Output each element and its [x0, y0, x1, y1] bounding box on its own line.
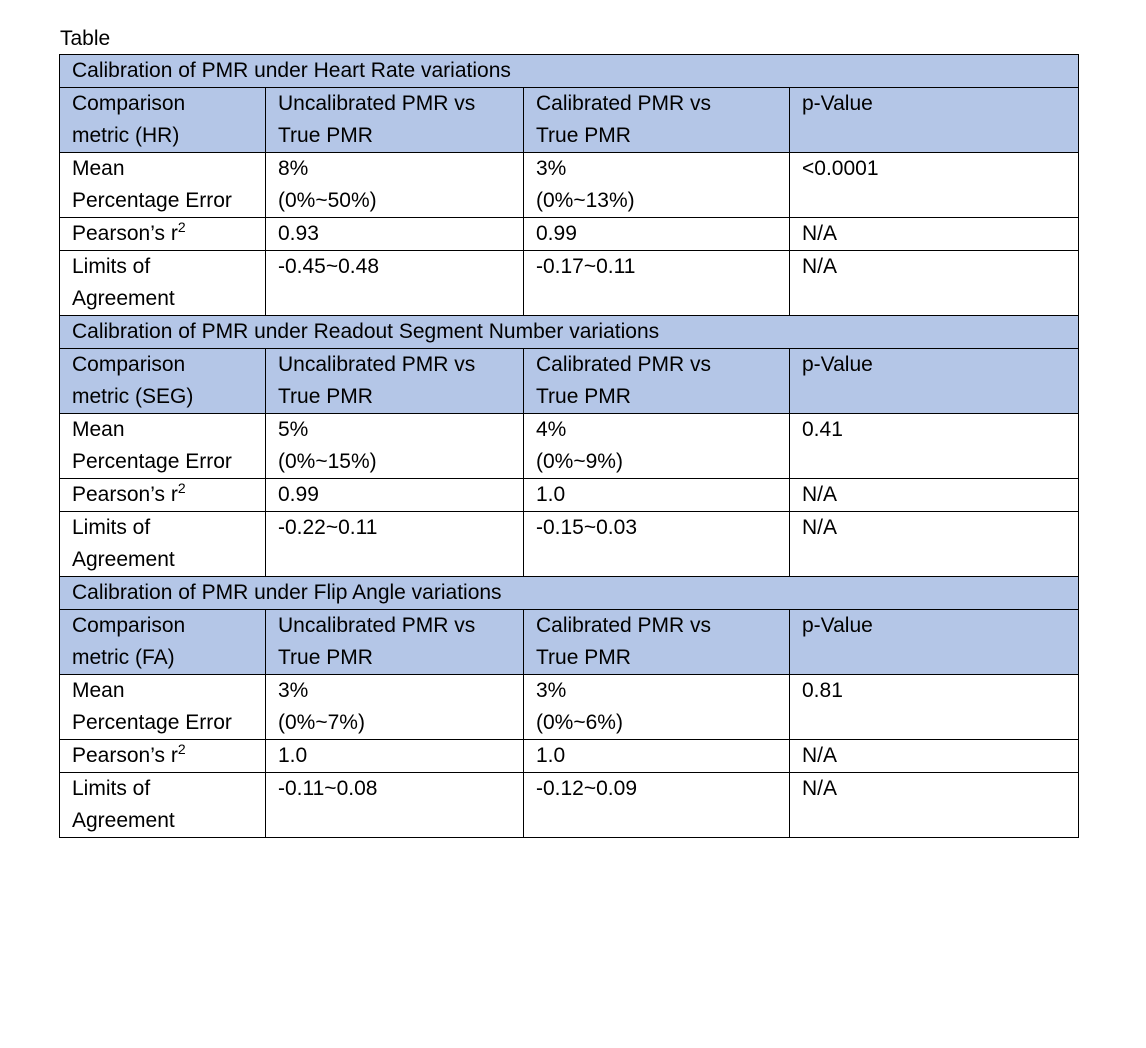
uncalibrated-value-text: 3% — [278, 679, 309, 702]
header-row — [60, 349, 1079, 414]
header-uncalibrated — [266, 610, 524, 675]
header-comparison-metric-text: metric (HR) — [72, 124, 180, 147]
uncalibrated-value-text: (0%~15%) — [278, 450, 377, 473]
header-p-value — [790, 88, 1079, 153]
calibrated-value — [524, 512, 790, 577]
header-p-value — [790, 349, 1079, 414]
uncalibrated-value — [266, 740, 524, 773]
table-row — [60, 740, 1079, 773]
p-value-text: N/A — [802, 255, 838, 278]
p-value-text: 0.81 — [802, 679, 843, 702]
calibrated-value — [524, 153, 790, 218]
calibrated-value-text: (0%~9%) — [536, 450, 623, 473]
calibrated-value — [524, 773, 790, 838]
calibrated-value-text: (0%~6%) — [536, 711, 623, 734]
calibrated-value — [524, 218, 790, 251]
header-comparison-metric-text: metric (SEG) — [72, 385, 194, 408]
table-row — [60, 479, 1079, 512]
superscript: 2 — [177, 219, 186, 235]
header-uncalibrated-text: True PMR — [278, 385, 373, 408]
table-row — [60, 773, 1079, 838]
p-value — [790, 251, 1079, 316]
section-title-row — [60, 55, 1079, 88]
header-calibrated-text: Calibrated PMR vs — [536, 614, 712, 637]
p-value — [790, 773, 1079, 838]
uncalibrated-value-text: -0.45~0.48 — [278, 255, 380, 278]
section-title — [60, 316, 1079, 349]
header-uncalibrated — [266, 88, 524, 153]
uncalibrated-value-text: 5% — [278, 418, 309, 441]
section-title-text: Calibration of PMR under Readout Segment Number variations — [72, 320, 660, 343]
uncalibrated-value-text: (0%~7%) — [278, 711, 365, 734]
p-value-text: 0.41 — [802, 418, 843, 441]
metric-label — [60, 414, 266, 479]
metric-label-text: Percentage Error — [72, 450, 232, 473]
uncalibrated-value — [266, 414, 524, 479]
header-row — [60, 88, 1079, 153]
uncalibrated-value — [266, 773, 524, 838]
uncalibrated-value-text: -0.22~0.11 — [278, 516, 378, 539]
metric-label — [60, 740, 266, 773]
calibrated-value-text: 4% — [536, 418, 567, 441]
section-title-text: Calibration of PMR under Flip Angle variations — [72, 581, 502, 604]
header-calibrated — [524, 349, 790, 414]
header-comparison-metric — [60, 349, 266, 414]
calibrated-value — [524, 251, 790, 316]
uncalibrated-value — [266, 479, 524, 512]
header-uncalibrated-text: Uncalibrated PMR vs — [278, 92, 476, 115]
calibrated-value — [524, 479, 790, 512]
calibrated-value-text: 1.0 — [536, 744, 566, 767]
header-p-value-text: p-Value — [802, 614, 873, 637]
table-row — [60, 512, 1079, 577]
metric-label-text: Pearson’s r — [72, 222, 178, 245]
table-row — [60, 218, 1079, 251]
metric-label-text: Limits of — [72, 516, 151, 539]
p-value — [790, 675, 1079, 740]
metric-label — [60, 153, 266, 218]
p-value-text: N/A — [802, 744, 838, 767]
metric-label — [60, 218, 266, 251]
calibrated-value — [524, 414, 790, 479]
header-comparison-metric-text: metric (FA) — [72, 646, 175, 669]
header-comparison-metric-text: Comparison — [72, 614, 186, 637]
calibrated-value — [524, 740, 790, 773]
p-value-text: N/A — [802, 222, 838, 245]
uncalibrated-value — [266, 153, 524, 218]
header-calibrated-text: True PMR — [536, 385, 631, 408]
section-title-row — [60, 316, 1079, 349]
p-value-text: N/A — [802, 516, 838, 539]
header-calibrated-text: True PMR — [536, 646, 631, 669]
section-title — [60, 577, 1079, 610]
metric-label-text: Agreement — [72, 548, 175, 571]
header-p-value-text: p-Value — [802, 353, 873, 376]
calibrated-value-text: -0.15~0.03 — [536, 516, 638, 539]
header-calibrated-text: Calibrated PMR vs — [536, 92, 712, 115]
calibrated-value-text: 0.99 — [536, 222, 577, 245]
metric-label-text: Limits of — [72, 777, 151, 800]
calibrated-value — [524, 675, 790, 740]
uncalibrated-value — [266, 675, 524, 740]
metric-label-text: Pearson’s r — [72, 483, 178, 506]
metric-label-text: Percentage Error — [72, 711, 232, 734]
metric-label — [60, 512, 266, 577]
metric-label — [60, 479, 266, 512]
header-uncalibrated-text: Uncalibrated PMR vs — [278, 353, 476, 376]
metric-label-text: Agreement — [72, 287, 175, 310]
metric-label-text: Agreement — [72, 809, 175, 832]
section-title-text: Calibration of PMR under Heart Rate variations — [72, 59, 511, 82]
metric-label-text: Pearson’s r — [72, 744, 178, 767]
p-value — [790, 740, 1079, 773]
metric-label-text: Mean — [72, 157, 125, 180]
header-comparison-metric-text: Comparison — [72, 353, 186, 376]
metric-label — [60, 675, 266, 740]
p-value — [790, 512, 1079, 577]
p-value — [790, 414, 1079, 479]
calibrated-value-text: 3% — [536, 679, 567, 702]
calibrated-value-text: (0%~13%) — [536, 189, 635, 212]
header-uncalibrated-text: True PMR — [278, 124, 373, 147]
header-calibrated — [524, 610, 790, 675]
uncalibrated-value-text: 0.93 — [278, 222, 319, 245]
table-caption: Table — [60, 27, 111, 50]
header-calibrated — [524, 88, 790, 153]
p-value — [790, 153, 1079, 218]
header-comparison-metric-text: Comparison — [72, 92, 186, 115]
metric-label — [60, 773, 266, 838]
uncalibrated-value — [266, 218, 524, 251]
uncalibrated-value-text: (0%~50%) — [278, 189, 377, 212]
table-row — [60, 414, 1079, 479]
uncalibrated-value — [266, 251, 524, 316]
header-comparison-metric — [60, 610, 266, 675]
table-row — [60, 675, 1079, 740]
calibrated-value-text: 1.0 — [536, 483, 566, 506]
header-comparison-metric — [60, 88, 266, 153]
calibrated-value-text: -0.12~0.09 — [536, 777, 638, 800]
uncalibrated-value-text: 8% — [278, 157, 309, 180]
section-title — [60, 55, 1079, 88]
header-uncalibrated-text: True PMR — [278, 646, 373, 669]
table-row — [60, 153, 1079, 218]
uncalibrated-value-text: 0.99 — [278, 483, 319, 506]
superscript: 2 — [177, 741, 186, 757]
header-calibrated-text: True PMR — [536, 124, 631, 147]
header-row — [60, 610, 1079, 675]
calibration-table — [59, 54, 1079, 838]
header-p-value-text: p-Value — [802, 92, 873, 115]
p-value-text: N/A — [802, 483, 838, 506]
metric-label-text: Percentage Error — [72, 189, 232, 212]
calibrated-value-text: -0.17~0.11 — [536, 255, 636, 278]
uncalibrated-value — [266, 512, 524, 577]
header-calibrated-text: Calibrated PMR vs — [536, 353, 712, 376]
metric-label-text: Limits of — [72, 255, 151, 278]
superscript: 2 — [177, 480, 186, 496]
calibrated-value-text: 3% — [536, 157, 567, 180]
p-value — [790, 479, 1079, 512]
header-uncalibrated-text: Uncalibrated PMR vs — [278, 614, 476, 637]
header-uncalibrated — [266, 349, 524, 414]
p-value — [790, 218, 1079, 251]
section-title-row — [60, 577, 1079, 610]
metric-label — [60, 251, 266, 316]
uncalibrated-value-text: -0.11~0.08 — [278, 777, 378, 800]
uncalibrated-value-text: 1.0 — [278, 744, 308, 767]
table-row — [60, 251, 1079, 316]
p-value-text: <0.0001 — [802, 157, 879, 180]
header-p-value — [790, 610, 1079, 675]
metric-label-text: Mean — [72, 679, 125, 702]
p-value-text: N/A — [802, 777, 838, 800]
metric-label-text: Mean — [72, 418, 125, 441]
